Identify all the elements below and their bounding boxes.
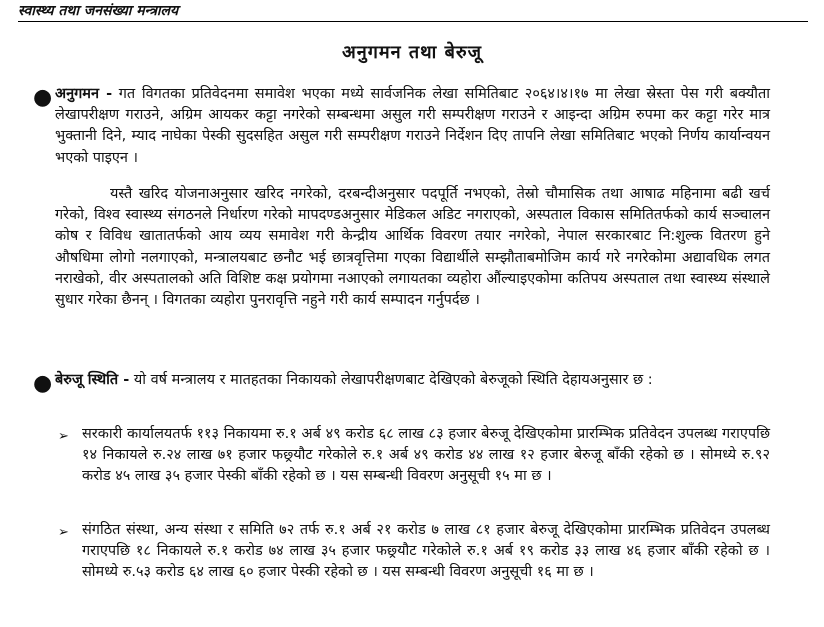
running-header: स्वास्थ्य तथा जनसंख्या मन्त्रालय xyxy=(18,3,179,19)
header-rule xyxy=(18,21,808,22)
arrow-bullet-icon: ➢ xyxy=(58,525,69,540)
bullet-icon: ● xyxy=(33,371,53,396)
arrears-heading: बेरुजू स्थिति - xyxy=(55,372,130,388)
bullet-icon: ● xyxy=(33,85,53,110)
page-title: अनुगमन तथा बेरुजू xyxy=(342,42,482,63)
arrow-bullet-icon: ➢ xyxy=(58,429,69,444)
government-offices-arrears: सरकारी कार्यालयतर्फ ११३ निकायमा रु.१ अर्ब ४९ करोड ६८ लाख ८३ हजार बेरुजू देखिएकोमा प्रारम्भिक प्रतिवेदन उपलब्ध गराएपछि १४ निकायले रु.२४ लाख ७१ हजार फछ्र्यौट गरेकोले रु.१ अर्ब ४९ करोड ४४ लाख १२ हजार बेरुजू बाँकी रहेको छ । सोमध्ये रु.९२ करोड ४५ लाख ३५ हजार पेस्की बाँकी रहेको छ । यस सम्बन्धी विवरण अनुसूची १५ मा छ । xyxy=(82,426,770,485)
organized-institutions-arrears: संगठित संस्था, अन्य संस्था र समिति ७२ तर्फ रु.१ अर्ब २१ करोड ७ लाख ८१ हजार बेरुजू देखिएकोमा प्रारम्भिक प्रतिवेदन उपलब्ध गराएपछि १८ निकायले रु.१ करोड ७४ लाख ३५ हजार फछ्र्यौट गरेकोले रु.१ अर्ब १९ करोड ३३ लाख ४६ हजार बाँकी रहेको छ । सोमध्ये रु.५३ करोड ६४ लाख ६० हजार पेस्की रहेको छ । यस सम्बन्धी विवरण अनुसूची १६ मा छ । xyxy=(82,522,770,581)
arrears-text: यो वर्ष मन्त्रालय र मातहतका निकायको लेखापरीक्षणबाट देखिएको बेरुजूको स्थिति देहायअनुसार छ : xyxy=(133,372,653,388)
monitoring-heading: अनुगमन - xyxy=(55,86,113,102)
arrears-paragraph xyxy=(55,370,770,391)
monitoring-text: गत विगतका प्रतिवेदनमा समावेश भएका मध्ये सार्वजनिक लेखा समितिबाट २०६४।४।१७ मा लेखा स्रेस्ता पेस गरी बक्यौता लेखापरीक्षण गराउने, अग्रिम आयकर कट्टा नगरेको सम्बन्धमा असुल गरी सम्परीक्षण गराउने र आइन्दा अग्रिम रुपमा कर कट्टा गरेर मात्र भुक्तानी दिने, म्याद नाघेका पेस्की सुदसहित असुल गरी सम्परीक्षण गराउने निर्देशन दिए तापनि लेखा समितिबाट भएको निर्णय कार्यान्वयन भएको पाइएन । xyxy=(55,86,771,166)
monitoring-paragraph xyxy=(55,84,770,169)
monitoring-paragraph-2: यस्तै खरिद योजनाअनुसार खरिद नगरेको, दरबन्दीअनुसार पदपूर्ति नभएको, तेस्रो चौमासिक तथा आषाढ महिनामा बढी खर्च गरेको, विश्व स्वास्थ्य संगठनले निर्धारण गरेको मापदण्डअनुसार मेडिकल अडिट नगराएको, अस्पताल विकास समितितर्फको कार्य सञ्चालन कोष र विविध खातातर्फको आय व्यय समावेश गरी केन्द्रीय आर्थिक विवरण तयार नगरेको, नेपाल सरकारबाट नि:शुल्क वितरण हुने औषधिमा लोगो नलगाएको, मन्त्रालयबाट छनौट भई छात्रवृत्तिमा गएका विद्यार्थीले सम्झौताबमोजिम कार्य गरे नगरेकोमा अद्यावधिक लगत नराखेको, वीर अस्पतालको अति विशिष्ट कक्ष प्रयोगमा नआएको लगायतका व्यहोरा औंल्याइएकोमा कतिपय अस्पताल तथा स्वास्थ्य संस्थाले सुधार गरेका छैनन् । विगतका व्यहोरा पुनरावृत्ति नहुने गरी कार्य सम्पादन गर्नुपर्दछ । xyxy=(55,186,770,309)
